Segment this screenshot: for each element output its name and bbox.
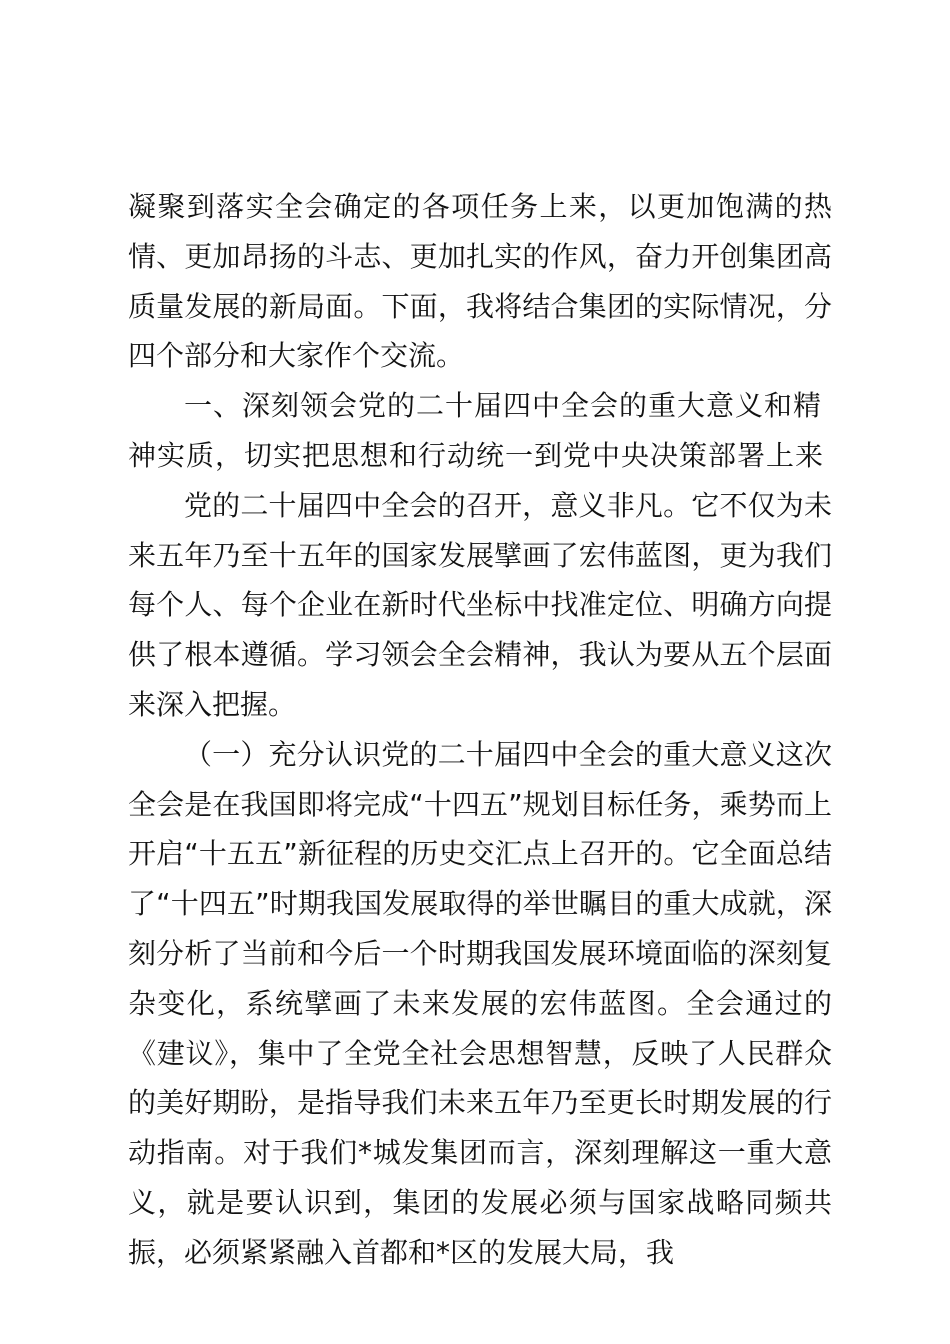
paragraph-subsection-1: （一）充分认识党的二十届四中全会的重大意义这次全会是在我国即将完成“十四五”规划目标任务，乘势而上开启“十五五”新征程的历史交汇点上召开的。它全面总结了“十四五”时期我国发展取得的举世瞩目的重大成就，深刻分析了当前和今后一个时期我国发展环境面临的深刻复杂变化，系统擘画了未来发展的宏伟蓝图。全会通过的《建议》，集中了全党全社会思想智慧，反映了人民群众的美好期盼，是指导我们未来五年乃至更长时期发展的行动指南。对于我们*城发集团而言，深刻理解这一重大意义，就是要认识到，集团的发展必须与国家战略同频共振，必须紧紧融入首都和*区的发展大局，我 [128,737,832,1269]
paragraph-continuation: 凝聚到落实全会确定的各项任务上来，以更加饱满的热情、更加昂扬的斗志、更加扎实的作风，奋力开创集团高质量发展的新局面。下面，我将结合集团的实际情况，分四个部分和大家作个交流。 [128,190,832,373]
document-page [128,182,832,1278]
section-heading-1: 一、深刻领会党的二十届四中全会的重大意义和精神实质，切实把思想和行动统一到党中央决策部署上来 [128,389,825,472]
paragraph-body: 党的二十届四中全会的召开，意义非凡。它不仅为未来五年乃至十五年的国家发展擘画了宏伟蓝图，更为我们每个人、每个企业在新时代坐标中找准定位、明确方向提供了根本遵循。学习领会全会精神，我认为要从五个层面来深入把握。 [128,488,832,721]
